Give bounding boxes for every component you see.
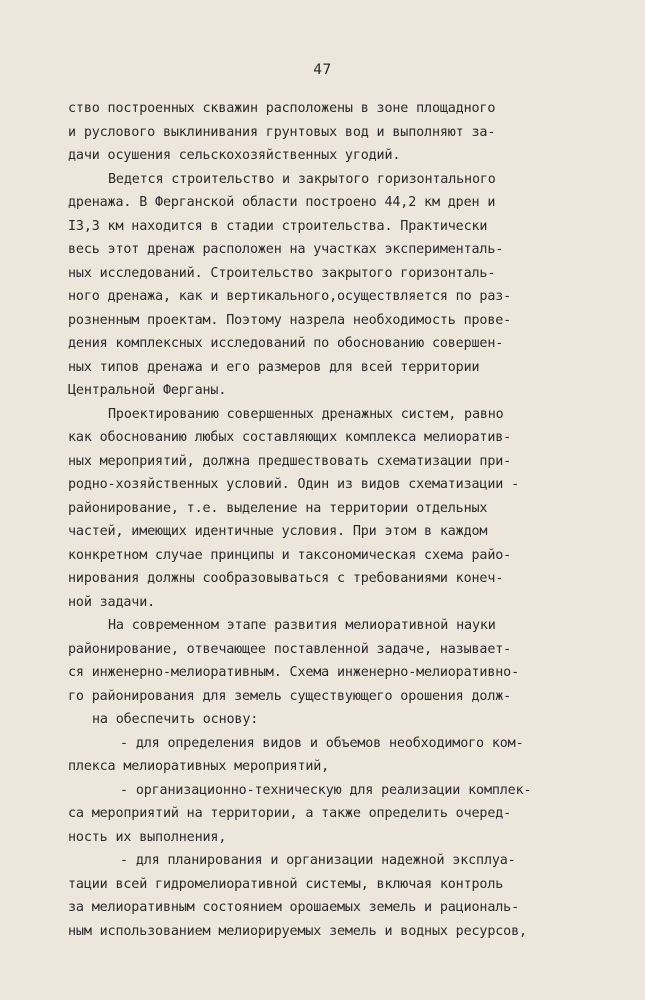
- text-line: дения комплексных исследований по обоснованию совершен-: [68, 336, 504, 351]
- text-line: Ведется строительство и закрытого горизонтального: [108, 171, 496, 187]
- text-line: Центральной Ферганы.: [68, 383, 227, 398]
- text-line: - для определения видов и объемов необходимого ком-: [120, 735, 524, 751]
- text-line: тации всей гидромелиоративной системы, включая контроль: [68, 876, 504, 892]
- text-line: ся инженерно-мелиоративным. Схема инженерно-мелиоративно-: [68, 665, 519, 680]
- text-line: за мелиоративным состоянием орошаемых земель и рациональ-: [68, 900, 519, 915]
- page-number: 47: [313, 62, 332, 78]
- text-line: ных исследований. Строительство закрытого горизонталь-: [68, 265, 496, 281]
- text-line: го районирования для земель существующего орошения долж-: [68, 688, 512, 704]
- text-line: ных мероприятий, должна предшествовать схематизации при-: [68, 453, 512, 469]
- text-line: дачи осушения сельскохозяйственных угодий.: [68, 148, 401, 163]
- text-line: родно-хозяйственных условий. Один из видов схематизации -: [68, 477, 519, 492]
- text-line: плекса мелиоративных мероприятий,: [68, 759, 330, 774]
- text-line: весь этот дренаж расположен на участках эксперименталь-: [68, 242, 504, 257]
- body-text: [68, 97, 588, 943]
- text-line: и руслового выклинивания грунтовых вод и выполняют за-: [68, 124, 496, 140]
- text-line: ность их выполнения,: [68, 829, 227, 845]
- text-line: районирование, отвечающее поставленной задаче, называет-: [68, 641, 512, 657]
- text-line: са мероприятий на территории, а также определить очеред-: [68, 806, 512, 821]
- text-line: как обоснованию любых составляющих комплекса мелиоратив-: [68, 430, 512, 445]
- text-line: На современном этапе развития мелиоративной науки: [108, 618, 496, 633]
- text-line: частей, имеющих идентичные условия. При этом в каждом: [68, 524, 488, 539]
- text-line: на обеспечить основу:: [92, 712, 259, 727]
- text-line: Проектированию совершенных дренажных систем, равно: [108, 406, 504, 422]
- text-line: розненным проектам. Поэтому назрела необходимость прове-: [68, 312, 512, 328]
- text-line: I3,3 км находится в стадии строительства. Практически: [68, 218, 488, 234]
- text-line: конкретном случае принципы и таксономическая схема райо-: [68, 547, 512, 563]
- text-line: - для планирования и организации надежной эксплуа-: [120, 853, 516, 868]
- text-line: ство построенных скважин расположены в зоне площадного: [68, 101, 496, 116]
- text-line: нирования должны сообразовываться с требованиями конеч-: [68, 571, 504, 586]
- text-line: дренажа. В Ферганской области построено 44,2 км дрен и: [68, 195, 496, 210]
- text-line: районирование, т.е. выделение на территории отдельных: [68, 500, 488, 516]
- text-line: ных типов дренажа и его размеров для всей территории: [68, 359, 480, 375]
- text-line: ной задачи.: [68, 594, 156, 610]
- text-line: ным использованием мелиорируемых земель и водных ресурсов,: [68, 923, 527, 939]
- text-line: ного дренажа, как и вертикального,осуществляется по раз-: [68, 289, 512, 304]
- text-line: - организационно-техническую для реализации комплек-: [120, 782, 532, 798]
